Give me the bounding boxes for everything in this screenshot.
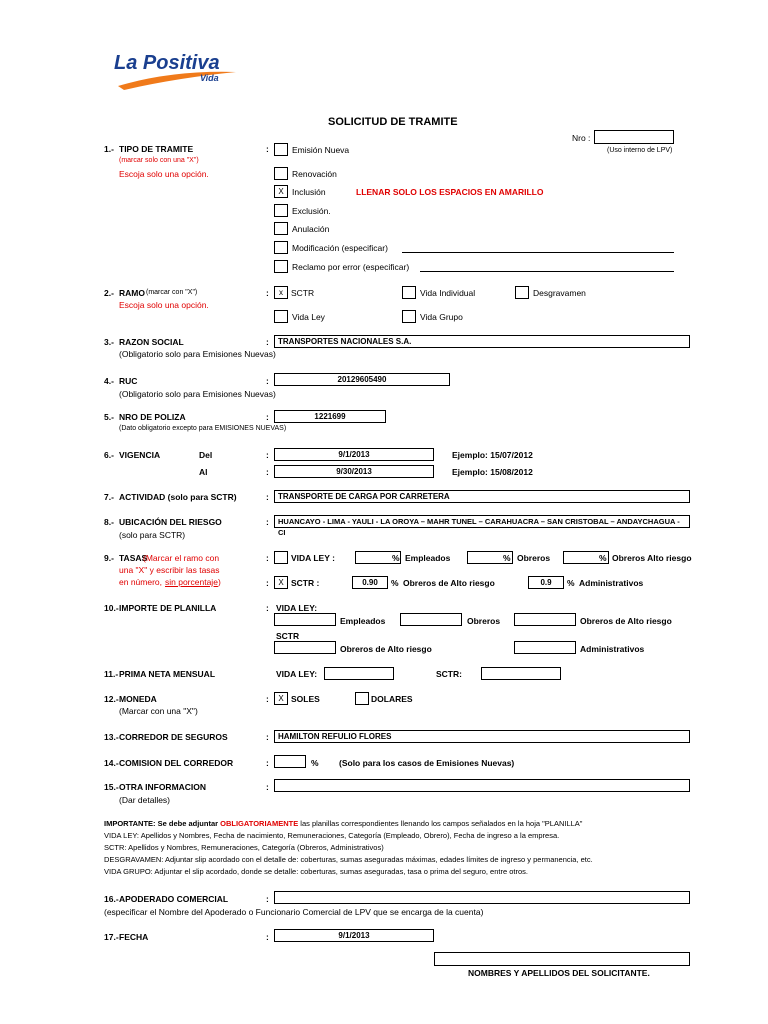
tasa-obreros-alto-pct: % (599, 553, 607, 563)
s1-hint2: Escoja solo una opción. (119, 169, 209, 179)
prima-sctr-field[interactable] (481, 667, 561, 680)
planilla-obreros-field[interactable] (400, 613, 462, 626)
tasa-sctr-label: SCTR : (291, 578, 320, 588)
soles-label: SOLES (291, 694, 320, 704)
important-l1c: las planillas correspondientes llenando los campos señalados en la hoja "PLANILLA" (300, 819, 583, 828)
comision-note: (Solo para los casos de Emisiones Nuevas) (339, 758, 515, 768)
renovacion-checkbox[interactable] (274, 167, 288, 180)
desgravamen-checkbox[interactable] (515, 286, 529, 299)
s12-num: 12.- (104, 694, 119, 704)
s12-hint: (Marcar con una "X") (119, 706, 198, 716)
vida-grupo-label: Vida Grupo (420, 312, 463, 322)
tasa-obreros-pct: % (503, 553, 511, 563)
prima-vida-ley-label: VIDA LEY: (276, 669, 318, 679)
reclamo-checkbox[interactable] (274, 260, 288, 273)
fecha-field[interactable]: 9/1/2013 (274, 929, 434, 942)
dolares-checkbox[interactable] (355, 692, 369, 705)
dolares-label: DOLARES (371, 694, 413, 704)
tasa-obreros-label: Obreros (517, 553, 551, 563)
modificacion-label: Modificación (especificar) (292, 243, 388, 253)
planilla-obreros-alto-field[interactable] (514, 613, 576, 626)
nro-label: Nro : (572, 133, 591, 143)
s9-hint3b: sin porcentaje (165, 577, 218, 587)
s5-num: 5.- (104, 412, 114, 422)
vida-grupo-checkbox[interactable] (402, 310, 416, 323)
s11-label: PRIMA NETA MENSUAL (119, 669, 216, 679)
vigencia-al-label: Al (199, 467, 208, 477)
prima-sctr-label: SCTR: (436, 669, 462, 679)
otra-informacion-field[interactable] (274, 779, 690, 792)
important-line-2: VIDA LEY: Apellidos y Nombres, Fecha de nacimiento, Remuneraciones, Categoría (Empleado, Obrero), Fecha de ingreso a la empresa. (104, 831, 560, 840)
s17-colon: : (266, 932, 269, 942)
s9-num: 9.- (104, 553, 114, 563)
s2-hint2: Escoja solo una opción. (119, 300, 209, 310)
s3-label: RAZON SOCIAL (119, 337, 184, 347)
page-title: SOLICITUD DE TRAMITE (328, 116, 458, 128)
comision-field[interactable] (274, 755, 306, 768)
s9-hint3a: en número, (119, 577, 162, 587)
tasa-sctr-field-2[interactable]: 0.9 (528, 576, 564, 589)
s9-label: TASAS (119, 553, 148, 563)
anulacion-checkbox[interactable] (274, 222, 288, 235)
tasa-administrativos-label: Administrativos (579, 578, 644, 588)
s1-hint1: (marcar solo con una "X") (119, 157, 199, 164)
tasa-empleados-pct: % (392, 553, 400, 563)
important-l1b: OBLIGATORIAMENTE (220, 819, 299, 828)
s17-label: FECHA (119, 932, 149, 942)
poliza-field[interactable]: 1221699 (274, 410, 386, 423)
s9-colon-1: : (266, 553, 269, 563)
s12-label: MONEDA (119, 694, 157, 704)
s9-colon-2: : (266, 578, 269, 588)
s13-label: CORREDOR DE SEGUROS (119, 732, 228, 742)
s4-label: RUC (119, 376, 138, 386)
s15-label: OTRA INFORMACION (119, 782, 207, 792)
s15-hint: (Dar detalles) (119, 795, 171, 805)
s15-num: 15.- (104, 782, 119, 792)
s7-label: ACTIVIDAD (solo para SCTR) (119, 492, 237, 502)
planilla-sctr-administrativos-field[interactable] (514, 641, 576, 654)
s6-colon-2: : (266, 467, 269, 477)
tasa-sctr-checkbox[interactable]: X (274, 576, 288, 589)
inclusion-checkbox[interactable]: X (274, 185, 288, 198)
reclamo-label: Reclamo por error (especificar) (292, 262, 410, 272)
s1-colon: : (266, 144, 269, 154)
s10-num: 10.- (104, 603, 119, 613)
s10-label: IMPORTE DE PLANILLA (119, 603, 217, 613)
s16-hint: (especificar el Nombre del Apoderado o Funcionario Comercial de LPV que se encarga de la cuenta) (104, 907, 484, 917)
nro-field[interactable] (594, 130, 674, 144)
s2-colon: : (266, 288, 269, 298)
ubicacion-field[interactable]: HUANCAYO - LIMA - YAULI - LA OROYA – MAHR TUNEL – CARAHUACRA – SAN CRISTOBAL – ANDAYCHAGUA - CI (274, 515, 690, 528)
sctr-checkbox[interactable]: x (274, 286, 288, 299)
s14-num: 14.- (104, 758, 119, 768)
s5-hint: (Dato obligatorio excepto para EMISIONES NUEVAS) (119, 425, 287, 432)
s17-num: 17.- (104, 932, 119, 942)
s12-colon: : (266, 694, 269, 704)
s3-hint: (Obligatorio solo para Emisiones Nuevas) (119, 349, 276, 359)
planilla-vida-ley-label: VIDA LEY: (276, 603, 318, 613)
vida-individual-label: Vida Individual (420, 288, 476, 298)
planilla-sctr-label: SCTR (276, 631, 300, 641)
desgravamen-label: Desgravamen (533, 288, 586, 298)
tasa-sctr-pct-1: % (391, 578, 399, 588)
s8-num: 8.- (104, 517, 114, 527)
tasa-sctr-pct-2: % (567, 578, 575, 588)
planilla-obreros-label: Obreros (467, 616, 501, 626)
modificacion-line[interactable] (402, 252, 674, 253)
s3-colon: : (266, 337, 269, 347)
sctr-label: SCTR (291, 288, 315, 298)
tasa-sctr-obreros-alto-label: Obreros de Alto riesgo (403, 578, 495, 588)
fill-yellow-note: LLENAR SOLO LOS ESPACIOS EN AMARILLO (356, 187, 544, 197)
ruc-field[interactable]: 20129605490 (274, 373, 450, 386)
prima-vida-ley-field[interactable] (324, 667, 394, 680)
s5-label: NRO DE POLIZA (119, 412, 186, 422)
s16-num: 16.- (104, 894, 119, 904)
vigencia-del-label: Del (199, 450, 213, 460)
s2-label: RAMO (119, 288, 145, 298)
vida-individual-checkbox[interactable] (402, 286, 416, 299)
modificacion-checkbox[interactable] (274, 241, 288, 254)
important-line-1 (104, 819, 582, 828)
s15-colon: : (266, 782, 269, 792)
tasa-sctr-field-1[interactable]: 0.90 (352, 576, 388, 589)
emision-nueva-checkbox[interactable] (274, 143, 288, 156)
s13-num: 13.- (104, 732, 119, 742)
vigencia-al-field[interactable]: 9/30/2013 (274, 465, 434, 478)
s9-hint2: una "X" y escribir las tasas (119, 565, 220, 575)
ejemplo-al: Ejemplo: 15/08/2012 (452, 467, 533, 477)
corredor-field[interactable]: HAMILTON REFULIO FLORES (274, 730, 690, 743)
company-logo (112, 48, 242, 94)
planilla-empleados-label: Empleados (340, 616, 386, 626)
s4-hint: (Obligatorio solo para Emisiones Nuevas) (119, 389, 276, 399)
planilla-sctr-obreros-alto-field[interactable] (274, 641, 336, 654)
reclamo-line[interactable] (420, 271, 674, 272)
s2-hint1: (marcar con "X") (146, 289, 198, 296)
planilla-sctr-obreros-alto-label: Obreros de Alto riesgo (340, 644, 432, 654)
s4-num: 4.- (104, 376, 114, 386)
renovacion-label: Renovación (292, 169, 337, 179)
s6-label: VIGENCIA (119, 450, 161, 460)
important-line-4: DESGRAVAMEN: Adjuntar slip acordado con el detalle de: coberturas, sumas aseguradas máximas, edades límites de ingreso y permanencia, etc. (104, 855, 593, 864)
s8-label: UBICACIÓN DEL RIESGO (119, 517, 222, 527)
s7-num: 7.- (104, 492, 114, 502)
tasa-empleados-label: Empleados (405, 553, 451, 563)
planilla-empleados-field[interactable] (274, 613, 336, 626)
logo-subtext: Vida (200, 73, 219, 83)
s9-hint1: (Marcar el ramo con (143, 553, 220, 563)
s14-colon: : (266, 758, 269, 768)
vida-ley-checkbox[interactable] (274, 310, 288, 323)
s11-num: 11.- (104, 669, 119, 679)
planilla-sctr-administrativos-label: Administrativos (580, 644, 645, 654)
exclusion-label: Exclusión. (292, 206, 331, 216)
vida-ley-label: Vida Ley (292, 312, 325, 322)
actividad-field[interactable]: TRANSPORTE DE CARGA POR CARRETERA (274, 490, 690, 503)
s7-colon: : (266, 492, 269, 502)
exclusion-checkbox[interactable] (274, 204, 288, 217)
soles-checkbox[interactable]: X (274, 692, 288, 705)
s8-hint: (solo para SCTR) (119, 530, 186, 540)
s6-num: 6.- (104, 450, 114, 460)
signature-label: NOMBRES Y APELLIDOS DEL SOLICITANTE. (468, 968, 650, 978)
s16-colon: : (266, 894, 269, 904)
s8-colon: : (266, 517, 269, 527)
tasa-vida-ley-checkbox[interactable] (274, 551, 288, 564)
tasa-vida-ley-label: VIDA LEY : (291, 553, 335, 563)
comision-pct: % (311, 758, 319, 768)
razon-social-field[interactable]: TRANSPORTES NACIONALES S.A. (274, 335, 690, 348)
s10-colon: : (266, 603, 269, 613)
inclusion-label: Inclusión (292, 187, 326, 197)
signature-field[interactable] (434, 952, 690, 966)
s13-colon: : (266, 732, 269, 742)
ejemplo-del: Ejemplo: 15/07/2012 (452, 450, 533, 460)
important-line-3: SCTR: Apellidos y Nombres, Remuneraciones, Categoría (Obreros, Administrativos) (104, 843, 384, 852)
s2-num: 2.- (104, 288, 114, 298)
s1-label: TIPO DE TRAMITE (119, 144, 194, 154)
s3-num: 3.- (104, 337, 114, 347)
anulacion-label: Anulación (292, 224, 330, 234)
vigencia-del-field[interactable]: 9/1/2013 (274, 448, 434, 461)
planilla-obreros-alto-label: Obreros de Alto riesgo (580, 616, 672, 626)
logo-text: La Positiva (114, 52, 220, 74)
s14-label: COMISION DEL CORREDOR (119, 758, 234, 768)
emision-nueva-label: Emisión Nueva (292, 145, 350, 155)
apoderado-field[interactable] (274, 891, 690, 904)
s9-hint3c: ) (218, 577, 221, 587)
s1-num: 1.- (104, 144, 114, 154)
s6-colon-1: : (266, 450, 269, 460)
s4-colon: : (266, 376, 269, 386)
s5-colon: : (266, 412, 269, 422)
nro-note: (Uso interno de LPV) (607, 147, 673, 154)
s16-label: APODERADO COMERCIAL (119, 894, 229, 904)
important-line-5: VIDA GRUPO: Adjuntar el slip acordado, donde se detalle: coberturas, sumas aseguradas, tasa o prima del seguro, entre otros. (104, 867, 528, 876)
tasa-obreros-alto-label: Obreros Alto riesgo (612, 553, 692, 563)
important-l1a: IMPORTANTE: Se debe adjuntar (104, 819, 219, 828)
